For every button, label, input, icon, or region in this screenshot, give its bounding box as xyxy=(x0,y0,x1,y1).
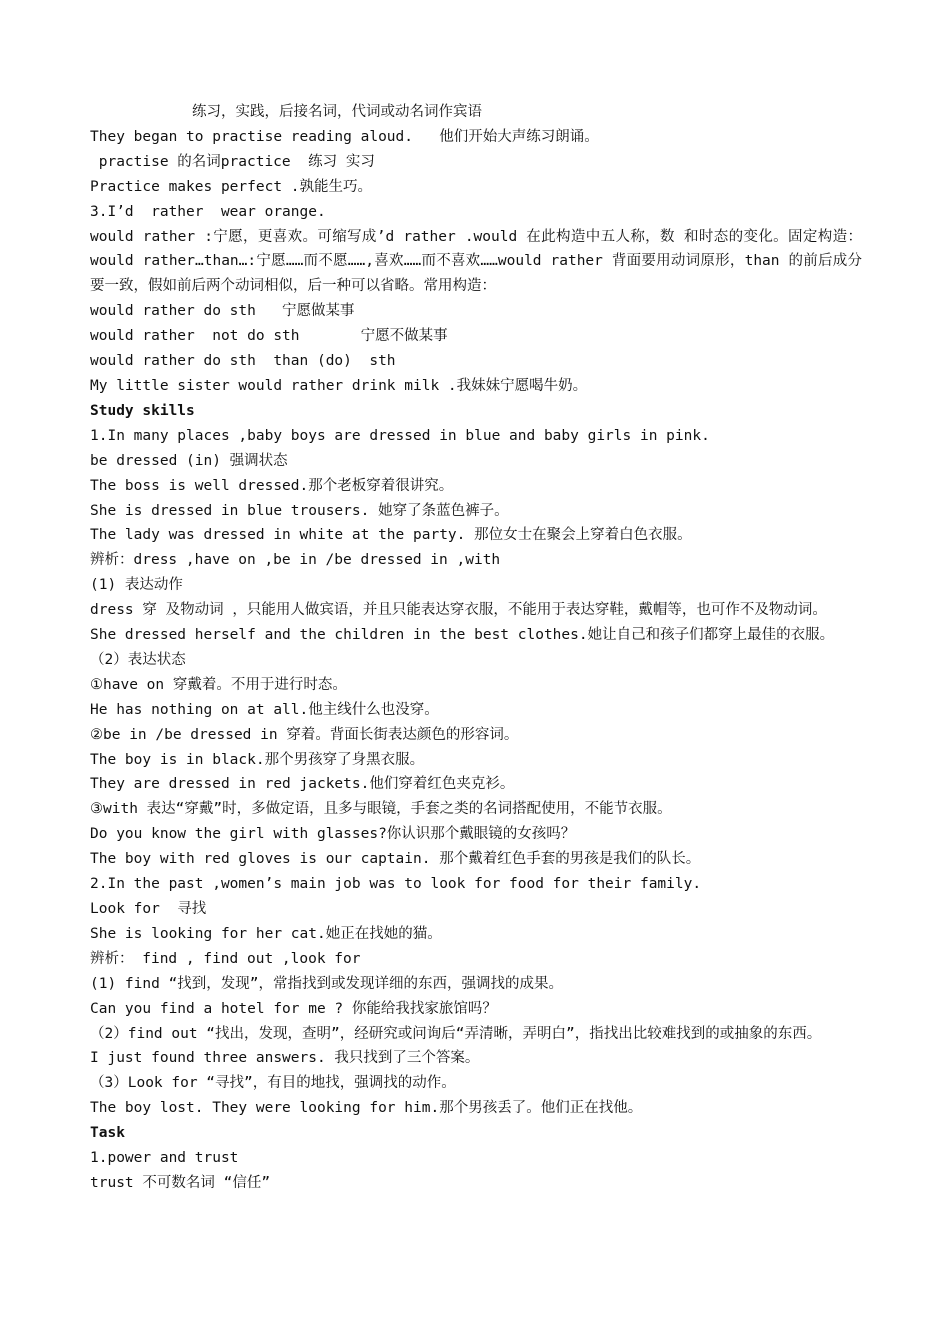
text-line: would rather do sth than (do) sth xyxy=(90,353,396,370)
text-line: ③with 表达“穿戴”时，多做定语，且多与眼镜，手套之类的名词搭配使用，不能节衣服。 xyxy=(90,801,672,818)
text-line: 1.In many places ,baby boys are dressed in blue and baby girls in pink. xyxy=(90,427,710,444)
text-line: ②be in /be dressed in 穿着。背面长街表达颜色的形容词。 xyxy=(90,726,519,743)
text-line: 辨析：dress ,have on ,be in /be dressed in ,with xyxy=(90,552,501,569)
text-line: ①have on 穿戴着。不用于进行时态。 xyxy=(90,676,347,693)
text-line: They began to practise reading aloud. 他们开始大声练习朗诵。 xyxy=(90,128,599,145)
document-body xyxy=(90,100,862,1196)
text-line: practise 的名词practice 练习 实习 xyxy=(90,153,375,170)
text-line: (1) 表达动作 xyxy=(90,577,183,594)
text-line: Do you know the girl with glasses?你认识那个戴眼镜的女孩吗？ xyxy=(90,826,576,843)
text-line: The boss is well dressed.那个老板穿着很讲究。 xyxy=(90,477,454,494)
text-line: He has nothing on at all.他主线什么也没穿。 xyxy=(90,701,439,718)
text-line: The boy with red gloves is our captain. 那个戴着红色手套的男孩是我们的队长。 xyxy=(90,851,701,868)
text-line: She is dressed in blue trousers. 她穿了条蓝色裤子。 xyxy=(90,502,509,519)
text-line: Can you find a hotel for me ? 你能给我找家旅馆吗？ xyxy=(90,1000,497,1017)
text-line: 2.In the past ,women’s main job was to look for food for their family. xyxy=(90,876,702,893)
text-line: trust 不可数名词 “信任” xyxy=(90,1174,271,1191)
text-line: (1) find “找到，发现”，常指找到或发现详细的东西，强调找的成果。 xyxy=(90,975,564,992)
text-line: （2）表达状态 xyxy=(90,651,186,668)
text-line: She is looking for her cat.她正在找她的猫。 xyxy=(90,925,442,942)
text-line: dress 穿 及物动词 ，只能用人做宾语，并且只能表达穿衣服，不能用于表达穿鞋，戴帽等，也可作不及物动词。 xyxy=(90,602,827,619)
text-line: Practice makes perfect .孰能生巧。 xyxy=(90,178,373,195)
text-line: The boy is in black.那个男孩穿了身黑衣服。 xyxy=(90,751,425,768)
text-line: 辨析： find , find out ,look for xyxy=(90,950,361,967)
text-line: The lady was dressed in white at the party. 那位女士在聚会上穿着白色衣服。 xyxy=(90,527,692,544)
text-line: The boy lost. They were looking for him.那个男孩丢了。他们正在找他。 xyxy=(90,1100,643,1117)
text-line: would rather not do sth 宁愿不做某事 xyxy=(90,328,448,345)
text-line: I just found three answers. 我只找到了三个答案。 xyxy=(90,1050,480,1067)
text-line: Look for 寻找 xyxy=(90,901,207,917)
text-line: She dressed herself and the children in the best clothes.她让自己和孩子们都穿上最佳的衣服。 xyxy=(90,627,835,644)
section-heading: Study skills xyxy=(90,402,195,419)
text-line: 1.power and trust xyxy=(90,1150,239,1167)
text-line: be dressed (in) 强调状态 xyxy=(90,452,288,469)
text-line: 练习，实践，后接名词，代词或动名词作宾语 xyxy=(192,104,482,120)
text-line: would rather do sth 宁愿做某事 xyxy=(90,303,355,320)
text-line: would rather :宁愿，更喜欢。可缩写成’d rather .would 在此构造中五人称，数 和时态的变化。固定构造：would rather…than…:宁愿……而不愿……,喜欢……而不喜欢……would rather 背面要用动词原形，than 的前后成分要一致，假如前后两个动词相似，后一种可以省略。常用构造： xyxy=(90,228,862,295)
section-heading: Task xyxy=(90,1125,125,1142)
text-line: （3）Look for “寻找”，有目的地找，强调找的动作。 xyxy=(90,1075,456,1092)
text-line: My little sister would rather drink milk .我妹妹宁愿喝牛奶。 xyxy=(90,377,588,394)
text-line: They are dressed in red jackets.他们穿着红色夹克衫。 xyxy=(90,776,515,793)
text-line: 3.I’d rather wear orange. xyxy=(90,203,326,220)
text-line: （2）find out “找出，发现，查明”，经研究或问询后“弄清晰，弄明白”，指找出比较难找到的或抽象的东西。 xyxy=(90,1025,822,1042)
